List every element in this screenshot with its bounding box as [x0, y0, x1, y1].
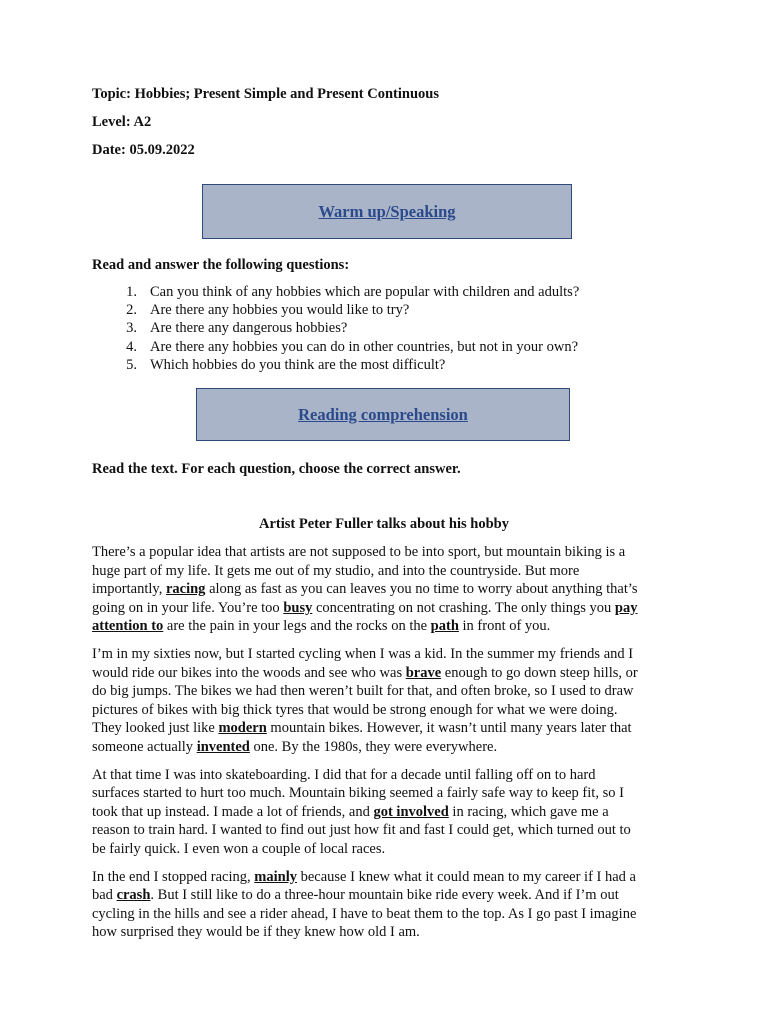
level-line: Level: A2 — [92, 114, 152, 130]
reading-heading-box — [196, 388, 570, 441]
question-item — [92, 319, 579, 337]
article-paragraph — [92, 543, 688, 636]
text-line — [92, 766, 688, 785]
question-number: 5. — [126, 356, 137, 373]
article-paragraph — [92, 766, 688, 859]
question-text: Can you think of any hobbies which are popular with children and adults? — [150, 284, 580, 300]
text-line — [92, 682, 688, 701]
date-line: Date: 05.09.2022 — [92, 142, 195, 158]
text-line — [92, 617, 688, 636]
text-segment: enough to go down steep hills, or — [441, 664, 638, 681]
vocab-word: busy — [283, 599, 313, 616]
vocab-word: racing — [165, 581, 206, 598]
text-segment: pictures of bikes with big thick tyres that would be strong enough for what we were doing. — [92, 701, 618, 718]
text-line — [92, 840, 688, 859]
text-line — [92, 784, 688, 803]
text-line — [92, 543, 688, 562]
question-text: Are there any hobbies you would like to try? — [150, 302, 410, 319]
text-segment: how surprised they would be if they knew how old I am. — [92, 924, 420, 941]
text-line — [92, 645, 688, 664]
text-segment: cycling in the hills and see a rider ahead, I have to beat them to the top. As I go past I imagine — [92, 905, 637, 922]
text-segment: They looked just like — [92, 720, 219, 737]
text-segment: . But I still like to do a three-hour mountain bike ride every week. And if I’m out — [150, 887, 619, 904]
vocab-word: brave — [405, 664, 442, 681]
text-line — [92, 905, 688, 924]
text-line — [92, 599, 688, 618]
text-line — [92, 580, 688, 599]
article-body — [92, 543, 688, 951]
text-line — [92, 719, 688, 738]
question-number: 3. — [126, 320, 137, 337]
question-item — [92, 283, 579, 301]
text-segment: mountain bikes. However, it wasn’t until many years later that — [266, 720, 632, 737]
text-segment: are the pain in your legs and the rocks on the — [163, 618, 431, 635]
warmup-heading: Warm up/Speaking — [318, 201, 456, 221]
text-line — [92, 562, 688, 581]
text-segment: I’m in my sixties now, but I started cycling when I was a kid. In the summer my friends and I — [92, 645, 634, 662]
text-segment: surfaces started to hurt too much. Mountain biking seemed a fairly safe way to keep fit, so I — [92, 785, 624, 802]
text-line — [92, 886, 688, 905]
question-text: Which hobbies do you think are the most difficult? — [150, 356, 446, 373]
question-number: 1. — [126, 284, 137, 300]
text-segment: because I knew what it could mean to my career if I had a — [296, 868, 636, 885]
warmup-heading-box — [202, 184, 572, 239]
reading-instruction: Read the text. For each question, choose the correct answer. — [92, 461, 461, 477]
vocab-word: path — [430, 618, 459, 635]
text-line — [92, 803, 688, 822]
text-segment: be fairly quick. I even won a couple of local races. — [92, 840, 386, 857]
vocab-word: mainly — [254, 868, 297, 885]
vocab-word: got involved — [373, 803, 449, 820]
question-item — [92, 301, 579, 319]
question-number: 4. — [126, 338, 137, 355]
text-segment: There’s a popular idea that artists are not supposed to be into sport, but mountain biking is a — [92, 544, 626, 560]
text-segment: do big jumps. The bikes we had then weren’t built for that, and often broke, so I used to draw — [92, 683, 634, 700]
text-segment: bad — [92, 887, 117, 904]
text-line — [92, 923, 688, 942]
text-segment: would ride our bikes into the woods and see who was — [92, 664, 406, 681]
text-segment: took that up instead. I made a lot of friends, and — [92, 803, 374, 820]
text-segment: importantly, — [92, 581, 166, 598]
article-paragraph — [92, 868, 688, 942]
text-segment: one. By the 1980s, they were everywhere. — [249, 738, 498, 755]
text-segment: huge part of my life. It gets me out of my studio, and into the countryside. But more — [92, 562, 580, 579]
text-segment: At that time I was into skateboarding. I did that for a decade until falling off on to hard — [92, 766, 596, 783]
question-item — [92, 356, 579, 374]
vocab-word: invented — [196, 738, 250, 755]
question-text: Are there any hobbies you can do in other countries, but not in your own? — [150, 338, 579, 355]
text-line — [92, 664, 688, 683]
text-line — [92, 738, 688, 757]
text-segment: concentrating on not crashing. The only things you — [312, 599, 615, 616]
vocab-word: attention to — [92, 618, 164, 635]
article-title: Artist Peter Fuller talks about his hobby — [258, 516, 509, 532]
vocab-word: modern — [218, 720, 267, 737]
text-segment: going on in your life. You’re too — [92, 599, 284, 616]
text-line — [92, 701, 688, 720]
warmup-question-list — [92, 283, 579, 374]
question-number: 2. — [126, 302, 137, 319]
warmup-instruction: Read and answer the following questions: — [92, 257, 350, 273]
text-segment: In the end I stopped racing, — [92, 868, 255, 885]
topic-line: Topic: Hobbies; Present Simple and Present Continuous — [92, 86, 439, 102]
vocab-word: pay — [614, 599, 638, 616]
vocab-word: crash — [116, 887, 151, 904]
text-segment: in racing, which gave me a — [448, 803, 609, 820]
question-text: Are there any dangerous hobbies? — [150, 320, 348, 337]
text-segment: reason to train hard. I wanted to find out just how fit and fast I could get, which turned out to — [92, 822, 631, 839]
text-segment: in front of you. — [458, 618, 551, 635]
question-item — [92, 338, 579, 356]
text-line — [92, 868, 688, 887]
reading-heading: Reading comprehension — [298, 404, 468, 424]
text-line — [92, 821, 688, 840]
text-segment: someone actually — [92, 738, 197, 755]
text-segment: along as fast as you can leaves you no time to worry about anything that’s — [205, 581, 638, 598]
article-paragraph — [92, 645, 688, 757]
